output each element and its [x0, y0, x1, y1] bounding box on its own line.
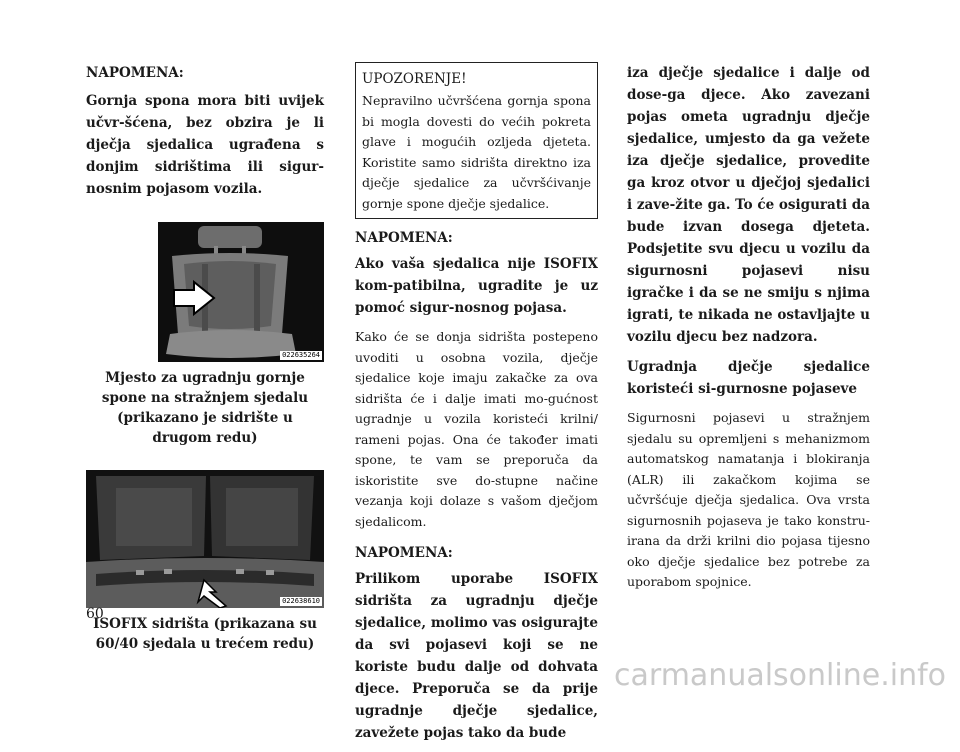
- figure2-caption: ISOFIX sidrišta (prikazana su 60/40 sjedala u trećem redu): [93, 616, 317, 652]
- note1-text: Ako vaša sjedalica nije ISOFIX kom-patibilna, ugradite je uz pomoć sigur-nosnog pojasa.: [355, 256, 598, 316]
- figure-id: 022635264: [282, 351, 320, 359]
- column-left: [86, 62, 324, 654]
- figure1-caption: Mjesto za ugradnju gornje spone na stražnjem sjedalu (prikazano je sidrište u drugom redu): [101, 370, 309, 446]
- warning-text: Nepravilno učvršćena gornja spona bi mogla dovesti do većih pokreta glave i mogućih ozljeda djeteta. Koristite samo sidrišta direktno iza dječje sjedalice za učvršćivanje gornje spone dječje sjedalice.: [362, 93, 591, 211]
- note2-text: Prilikom uporabe ISOFIX sidrišta za ugradnju dječje sjedalice, molimo vas osigurajte da svi pojasevi koji se ne koriste budu dalje od dohvata djece. Preporuča se da prije ugradnje dječje sjedalice, zavežete pojas tako da bude: [355, 571, 598, 741]
- watermark[interactable]: carmanualsonline.info: [614, 658, 946, 693]
- figure-id: 022638610: [282, 597, 320, 605]
- section-heading: Ugradnja dječje sjedalice koristeći si-gurnosne pojaseve: [627, 359, 870, 397]
- figure-isofix-anchors: [86, 470, 324, 608]
- body-text: Kako će se donja sidrišta postepeno uvoditi u osobna vozila, dječje sjedalice koje imaju zakačke za ova sidrišta će i dalje imati mo-gućnost ugradnje u vozila koristeći krilni/ rameni pojas. Ona će također imati spone, te vam se preporuča da iskoristite sve do-stupne načine vezanja koji dolaze s vašom dječjom sjedalicom.: [355, 329, 598, 529]
- column-right: [627, 62, 870, 603]
- isofix-illustration: [86, 470, 324, 608]
- page-number: 60: [86, 606, 104, 622]
- warning-box: [355, 62, 598, 219]
- note-heading: NAPOMENA:: [86, 65, 184, 81]
- note1-heading: NAPOMENA:: [355, 230, 453, 246]
- figure-rear-seat-tether: [158, 222, 324, 362]
- note-text: Gornja spona mora biti uvijek učvr-šćena, bez obzira je li dječja sjedalica ugrađena s donjim sidrištima ili sigur-nosnim pojasom vozila.: [86, 93, 324, 197]
- note2-heading: NAPOMENA:: [355, 545, 453, 561]
- warning-title: UPOZORENJE!: [362, 71, 467, 87]
- column-middle: [355, 62, 598, 752]
- section-text: Sigurnosni pojasevi u stražnjem sjedalu su opremljeni s mehanizmom automatskog namatanja i blokiranja (ALR) ili zakačkom kojima se učvršćuje dječja sjedalica. Ova vrsta sigurnosnih pojaseva je tako konstru-irana da drži krilni dio pojasa tijesno oko dječje sjedalice bez potrebe za uporabom spojnice.: [627, 410, 870, 589]
- seat-tether-illustration: [158, 222, 324, 362]
- continued-text: iza dječje sjedalice i dalje od dose-ga djece. Ako zavezani pojas ometa ugradnju dječje sjedalice, umjesto da ga vežete iza dječje sjedalice, provedite ga kroz otvor u dječjoj sjedalici i zave-žite ga. To će osigurati da bude izvan dosega djeteta. Podsjetite svu djecu u vozilu da sigurnosni pojasevi nisu igračke i da se ne smiju s njima igrati, te nikada ne ostavljajte u vozilu djecu bez nadzora.: [627, 65, 870, 345]
